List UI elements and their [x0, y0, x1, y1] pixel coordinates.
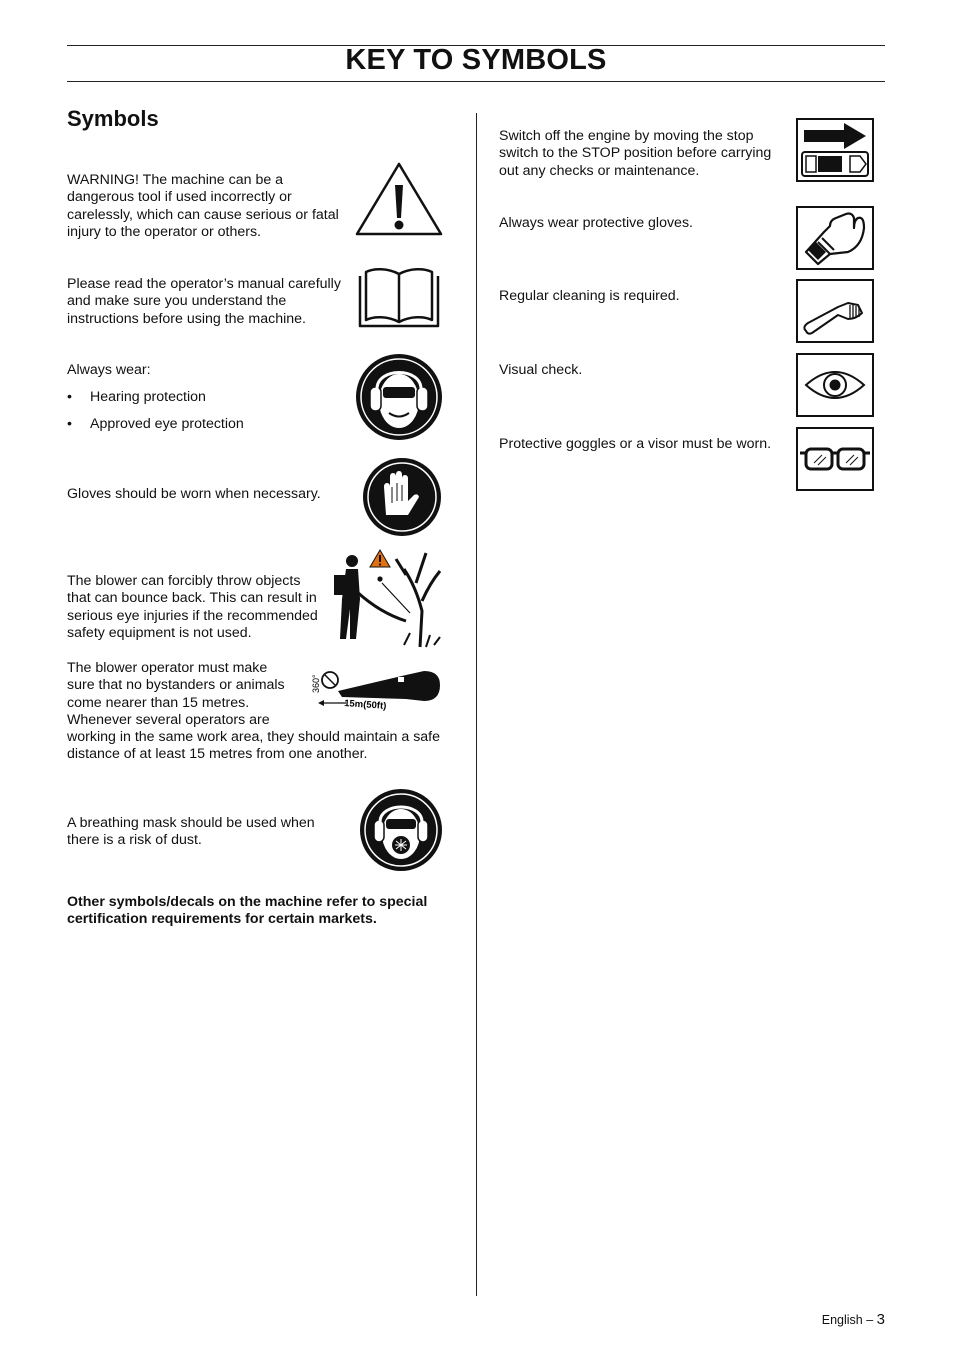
bullet-text: Approved eye protection — [90, 416, 244, 432]
protective-glove-icon — [796, 206, 874, 270]
decal-distance: 15m(50ft) — [343, 698, 387, 712]
goggles-icon — [796, 427, 874, 491]
thrown-objects-icon — [330, 547, 444, 651]
gloves-icon — [362, 457, 442, 537]
stop-switch-icon — [796, 118, 874, 182]
column-divider — [476, 113, 477, 1296]
eye-icon — [796, 353, 874, 417]
gloves-text: Gloves should be worn when necessary. — [67, 486, 321, 502]
footer-language: English — [821, 1313, 863, 1327]
other-symbols-note: Other symbols/decals on the machine refer to special certification requirements for certain markets. — [67, 894, 428, 928]
page-title: KEY TO SYMBOLS — [345, 44, 607, 76]
bullet-eye-protection: • Approved eye protection — [67, 416, 244, 432]
safety-distance-decal-icon — [306, 663, 446, 713]
blower-throw-text: The blower can forcibly throw objects that can bounce back. This can result in serious eye injuries if the recommended safety equipment is not used. — [67, 573, 318, 641]
bullet-hearing-protection: • Hearing protection — [67, 389, 206, 405]
page-footer — [822, 1311, 885, 1328]
bystanders-text-a: The blower operator must make sure that no bystanders or animals come nearer than 15 metres. Whenever several operators are — [67, 660, 285, 728]
section-heading: Symbols — [67, 106, 159, 131]
decal-angle: 360° — [311, 674, 321, 693]
visual-check-text: Visual check. — [499, 362, 583, 378]
goggles-text: Protective goggles or a visor must be worn. — [499, 436, 772, 452]
breathing-mask-text: A breathing mask should be used when there is a risk of dust. — [67, 815, 315, 849]
breathing-mask-icon — [359, 788, 443, 872]
manual-book-icon — [354, 264, 444, 328]
footer-dash: – — [866, 1313, 874, 1327]
warning-text: WARNING! The machine can be a dangerous tool if used incorrectly or carelessly, which can cause serious or fatal injury to the operator or others. — [67, 172, 339, 240]
manual-text: Please read the operator’s manual carefully and make sure you understand the instructions before using the machine. — [67, 276, 341, 327]
stop-switch-text: Switch off the engine by moving the stop switch to the STOP position before carrying out any checks or maintenance. — [499, 128, 772, 179]
protective-gloves-text: Always wear protective gloves. — [499, 215, 693, 231]
page-number: 3 — [876, 1311, 885, 1328]
title-underline — [67, 81, 885, 82]
bystanders-text-b: working in the same work area, they should maintain a safe distance of at least 15 metres from one another. — [67, 729, 441, 763]
regular-cleaning-text: Regular cleaning is required. — [499, 288, 680, 304]
bullet-text: Hearing protection — [90, 389, 206, 405]
hearing-eye-protection-icon — [355, 353, 443, 441]
warning-triangle-icon — [354, 161, 444, 237]
always-wear-label: Always wear: — [67, 362, 151, 378]
cleaning-brush-icon — [796, 279, 874, 343]
